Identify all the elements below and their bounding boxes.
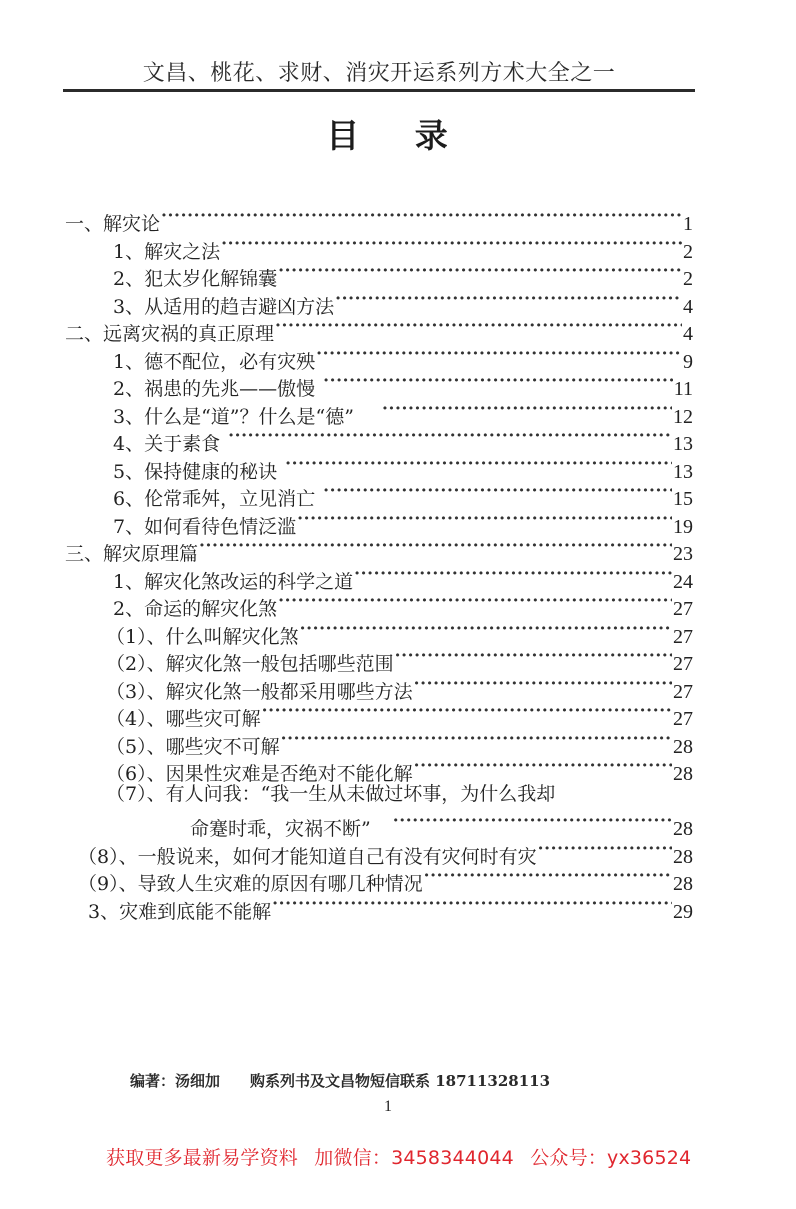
toc-entry-page: 15: [673, 488, 693, 510]
toc-entry-label: 命蹇时乖，灾祸不断”: [190, 818, 371, 840]
toc-entry-label: （1）、什么叫解灾化煞: [106, 625, 299, 648]
toc-entry-label: 4、关于素食: [113, 433, 221, 455]
dot-leader: [323, 477, 672, 505]
toc-entry[interactable]: [106, 697, 693, 730]
dot-leader: [272, 890, 672, 918]
toc-entry-page: 28: [673, 873, 693, 895]
promo-banner: [106, 1143, 691, 1170]
toc-title: 目 录: [326, 116, 470, 155]
page-number: 1: [384, 1098, 392, 1115]
toc-entry-label: （5）、哪些灾不可解: [106, 735, 280, 758]
toc-entry[interactable]: [106, 752, 693, 785]
toc-entry-page: 27: [673, 653, 693, 675]
toc-entry[interactable]: [113, 422, 693, 455]
toc-entry-label: 6、伦常乖舛，立见消亡: [113, 488, 316, 510]
toc-entry-page: 2: [683, 240, 693, 263]
toc-entry-label: 3、从适用的趋吉避凶方法: [113, 295, 335, 318]
toc-entry-label: 3、什么是“道”？什么是“德”: [113, 405, 354, 428]
header-rule: [63, 89, 695, 92]
toc-entry[interactable]: [113, 560, 693, 593]
toc-entry[interactable]: [78, 835, 693, 868]
toc-entry-label: （4）、哪些灾可解: [106, 708, 261, 730]
toc-entry[interactable]: [88, 890, 693, 923]
toc-entry[interactable]: [113, 257, 693, 290]
toc-entry-label: 1、德不配位，必有灾殃: [113, 350, 316, 373]
toc-entry[interactable]: [113, 450, 693, 483]
dot-leader: [395, 642, 672, 670]
dot-leader: [335, 285, 682, 313]
toc-entry[interactable]: [113, 230, 693, 263]
dot-leader: [382, 395, 672, 423]
toc-entry-page: 28: [673, 818, 693, 840]
dot-leader: [393, 807, 672, 835]
toc-entry[interactable]: [113, 477, 693, 510]
promo-wechat: 加微信：3458344044: [314, 1147, 514, 1169]
toc-entry-page: 11: [673, 378, 693, 400]
toc-entry-label: （7）、有人问我：“我一生从未做过坏事，为什么我却: [106, 782, 556, 805]
dot-leader: [285, 450, 672, 478]
dot-leader: [228, 422, 672, 450]
toc-entry-page: 27: [673, 598, 693, 620]
dot-leader: [297, 505, 672, 533]
dot-leader: [199, 532, 672, 560]
dot-leader: [275, 312, 682, 340]
dot-leader: [323, 367, 673, 395]
promo-text: 获取更多最新易学资料: [106, 1147, 299, 1169]
dot-leader: [221, 230, 682, 258]
toc-entry-label: 2、祸患的先兆——傲慢: [113, 378, 316, 400]
dot-leader: [316, 340, 682, 368]
toc-entry-page: 1: [683, 213, 693, 235]
toc-entry-label: 二、远离灾祸的真正原理: [65, 323, 275, 345]
toc-entry-page: 28: [673, 763, 693, 785]
toc-entry-page: 28: [673, 735, 693, 758]
promo-account: 公众号：yx36524: [530, 1147, 692, 1169]
toc-entry[interactable]: [106, 642, 693, 675]
toc-entry-label: （6）、因果性灾难是否绝对不能化解: [106, 763, 413, 785]
dot-leader: [538, 835, 672, 863]
toc-entry-page: 9: [683, 350, 693, 373]
toc-entry-page: 13: [673, 460, 693, 483]
author-line: [130, 1070, 550, 1091]
toc-entry-page: 28: [673, 845, 693, 868]
toc-entry-page: 4: [683, 295, 693, 318]
toc-entry[interactable]: [65, 312, 693, 345]
dot-leader: [414, 752, 672, 780]
toc-entry-label: （8）、一般说来，如何才能知道自己有没有灾何时有灾: [78, 845, 537, 868]
toc-entry-label: （2）、解灾化煞一般包括哪些范围: [106, 653, 394, 675]
dot-leader: [354, 560, 672, 588]
toc-entry-page: 19: [673, 515, 693, 538]
toc-entry-page: 13: [673, 433, 693, 455]
toc-entry-label: 2、命运的解灾化煞: [113, 598, 278, 620]
toc-entry-page: 23: [673, 543, 693, 565]
toc-entry[interactable]: [65, 532, 693, 565]
toc-entry-label: 三、解灾原理篇: [65, 543, 199, 565]
toc-entry-label: 1、解灾之法: [113, 240, 221, 263]
toc-entry-page: 27: [673, 708, 693, 730]
dot-leader: [278, 257, 682, 285]
toc-entry-label: 5、保持健康的秘诀: [113, 460, 278, 483]
toc-entry-page: 29: [673, 900, 693, 923]
toc-entry-page: 27: [673, 680, 693, 703]
toc-entry[interactable]: [113, 340, 693, 373]
toc-entry-label: 2、犯太岁化解锦囊: [113, 268, 278, 290]
toc-entry-continuation[interactable]: [190, 807, 693, 840]
toc-entry[interactable]: [106, 670, 693, 703]
dot-leader: [424, 862, 672, 890]
toc-entry-page: 12: [673, 405, 693, 428]
toc-entry-page: 2: [683, 268, 693, 290]
toc-entry[interactable]: [78, 862, 693, 895]
dot-leader: [281, 725, 672, 753]
toc-entry[interactable]: [113, 395, 693, 428]
toc-entry[interactable]: [113, 367, 693, 400]
dot-leader: [278, 587, 672, 615]
toc-entry[interactable]: [65, 202, 693, 235]
running-header: 文昌、桃花、求财、消灾开运系列方术大全之一: [142, 61, 616, 86]
toc-entry-page: 24: [673, 570, 693, 593]
toc-entry[interactable]: [113, 587, 693, 620]
dot-leader: [262, 697, 672, 725]
toc-entry-label: 3、灾难到底能不能解: [88, 900, 272, 923]
toc-entry[interactable]: [106, 615, 693, 648]
purchase-contact: 购系列书及文昌物短信联系 18711328113: [250, 1072, 551, 1090]
toc-entry-page: 27: [673, 625, 693, 648]
toc-entry-label: 1、解灾化煞改运的科学之道: [113, 570, 354, 593]
toc-entry[interactable]: [106, 725, 693, 758]
toc-entry-first-line[interactable]: [106, 780, 693, 808]
toc-entry[interactable]: [113, 285, 693, 318]
dot-leader: [300, 615, 672, 643]
toc-entry-label: （9）、导致人生灾难的原因有哪几种情况: [78, 873, 423, 895]
dot-leader: [414, 670, 672, 698]
toc-entry-label: 7、如何看待色情泛滥: [113, 515, 297, 538]
toc-entry[interactable]: [113, 505, 693, 538]
toc-entry-label: 一、解灾论: [65, 213, 161, 235]
dot-leader: [161, 202, 682, 230]
author-credit: 编著：汤细加: [130, 1072, 221, 1090]
toc-entry-page: 4: [683, 323, 693, 345]
toc-entry-label: （3）、解灾化煞一般都采用哪些方法: [106, 680, 413, 703]
